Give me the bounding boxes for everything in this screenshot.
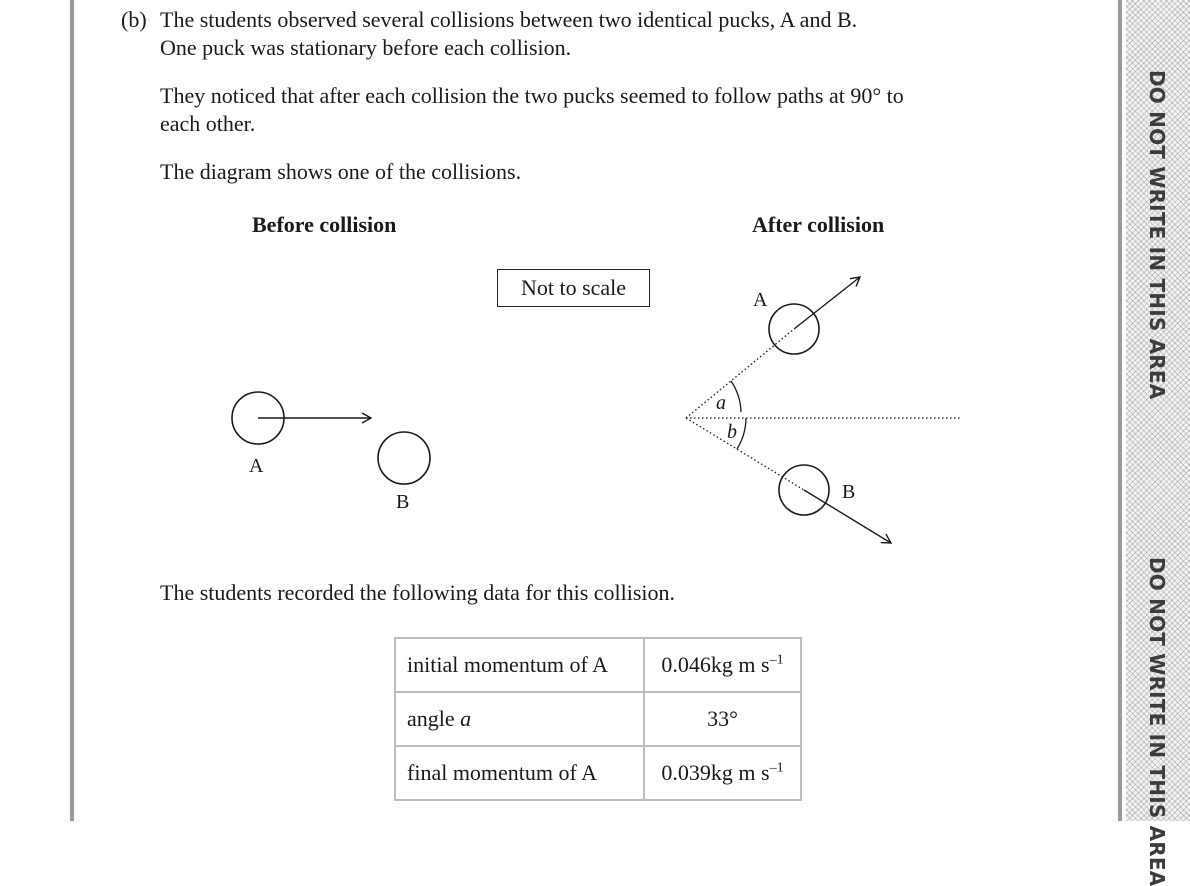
part-label: (b) <box>121 7 147 32</box>
row-label: angle a <box>395 692 644 746</box>
puck-b-after-label: B <box>842 481 856 503</box>
collision-data-table <box>394 637 802 801</box>
angle-a-arc <box>731 381 741 412</box>
puck-a-after-label: A <box>753 289 768 311</box>
puck-a-before-label: A <box>249 455 264 477</box>
table-row <box>395 638 801 692</box>
question-para3: The diagram shows one of the collisions. <box>160 159 522 184</box>
table-row <box>395 746 801 800</box>
margin-warning-top: DO NOT WRITE IN THIS AREA <box>1145 70 1169 400</box>
after-collision-title: After collision <box>752 212 885 237</box>
margin-warning-bottom: DO NOT WRITE IN THIS AREA <box>1145 557 1169 886</box>
row-value: 33° <box>644 692 801 746</box>
row-value: 0.046kg m $s^{-1}$ <box>644 638 801 692</box>
angle-b-arc <box>737 418 746 449</box>
table-row <box>395 692 801 746</box>
row-label: final momentum of A <box>395 746 644 800</box>
row-value: 0.039kg m $s^{-1}$ <box>644 746 801 800</box>
question-para2-line-2: each other. <box>160 111 256 136</box>
puck-b-before <box>378 432 430 484</box>
puck-b-before-label: B <box>396 491 410 513</box>
before-collision-title: Before collision <box>252 212 397 237</box>
angle-b-label: b <box>727 421 737 443</box>
row-label: initial momentum of A <box>395 638 644 692</box>
data-intro: The students recorded the following data for this collision. <box>160 580 676 605</box>
puck-a-after-arrow <box>794 277 860 329</box>
question-para2-line-1: They noticed that after each collision the two pucks seemed to follow paths at 90° to <box>160 83 904 108</box>
question-line-1: The students observed several collisions between two identical pucks, A and B. <box>160 7 858 32</box>
angle-a-label: a <box>716 392 726 414</box>
question-line-2: One puck was stationary before each collision. <box>160 35 572 60</box>
not-to-scale-label: Not to scale <box>520 275 627 300</box>
